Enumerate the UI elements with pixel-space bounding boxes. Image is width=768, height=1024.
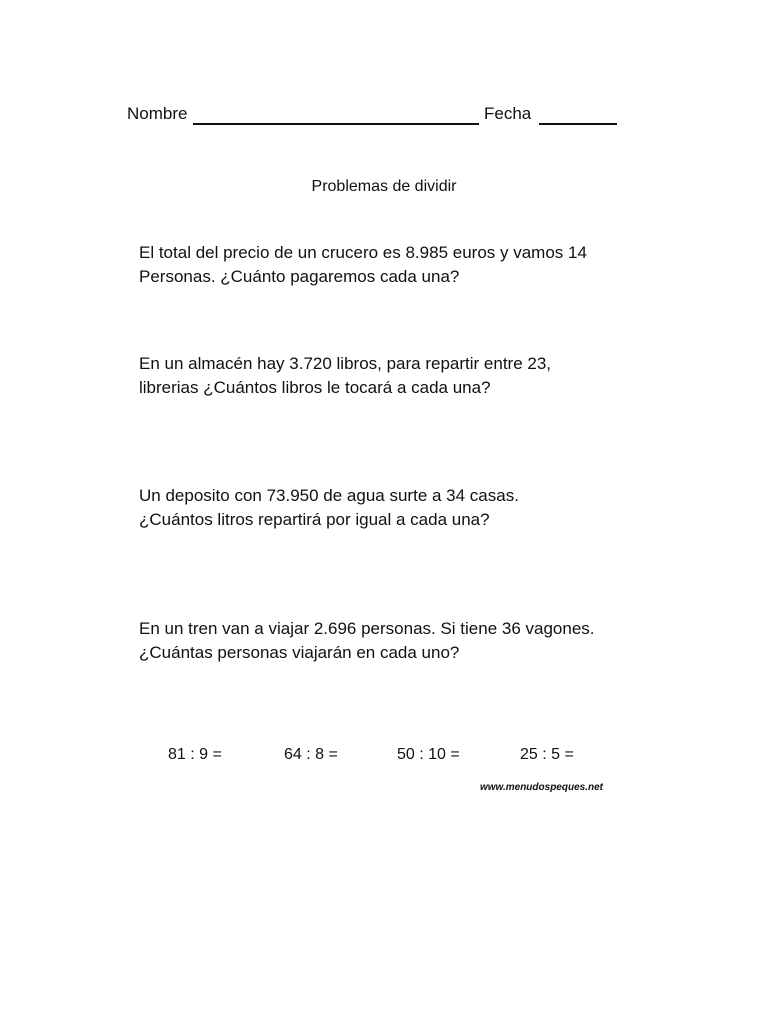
problem-1: [139, 241, 639, 289]
problem-4-line-2: ¿Cuántas personas viajarán en cada uno?: [139, 643, 460, 662]
problem-2-line-2: librerias ¿Cuántos libros le tocará a cada una?: [139, 378, 491, 397]
problem-2-line-1: En un almacén hay 3.720 libros, para repartir entre 23,: [139, 354, 552, 373]
website-footer: www.menudospeques.net: [480, 782, 603, 793]
division-operation: 25 : 5 =: [520, 746, 574, 763]
problem-3-line-1: Un deposito con 73.950 de agua surte a 34 casas.: [139, 486, 519, 505]
problem-1-line-2: Personas. ¿Cuánto pagaremos cada una?: [139, 267, 460, 286]
problem-2: [139, 352, 639, 400]
page-title: Problemas de dividir: [311, 178, 457, 195]
name-date-header: [127, 104, 627, 128]
problem-3: [139, 484, 639, 532]
name-label: Nombre: [127, 104, 188, 123]
division-operations-row: [0, 746, 768, 770]
division-operation: 50 : 10 =: [397, 746, 460, 763]
division-operation: 64 : 8 =: [284, 746, 338, 763]
division-operation: 81 : 9 =: [168, 746, 222, 763]
problem-3-line-2: ¿Cuántos litros repartirá por igual a cada una?: [139, 510, 490, 529]
date-blank-line: [539, 123, 617, 125]
problem-4: [139, 617, 639, 665]
problem-1-line-1: El total del precio de un crucero es 8.985 euros y vamos 14: [139, 243, 587, 262]
problem-4-line-1: En un tren van a viajar 2.696 personas. Si tiene 36 vagones.: [139, 619, 595, 638]
date-label: Fecha: [484, 104, 532, 123]
name-blank-line: [193, 123, 479, 125]
